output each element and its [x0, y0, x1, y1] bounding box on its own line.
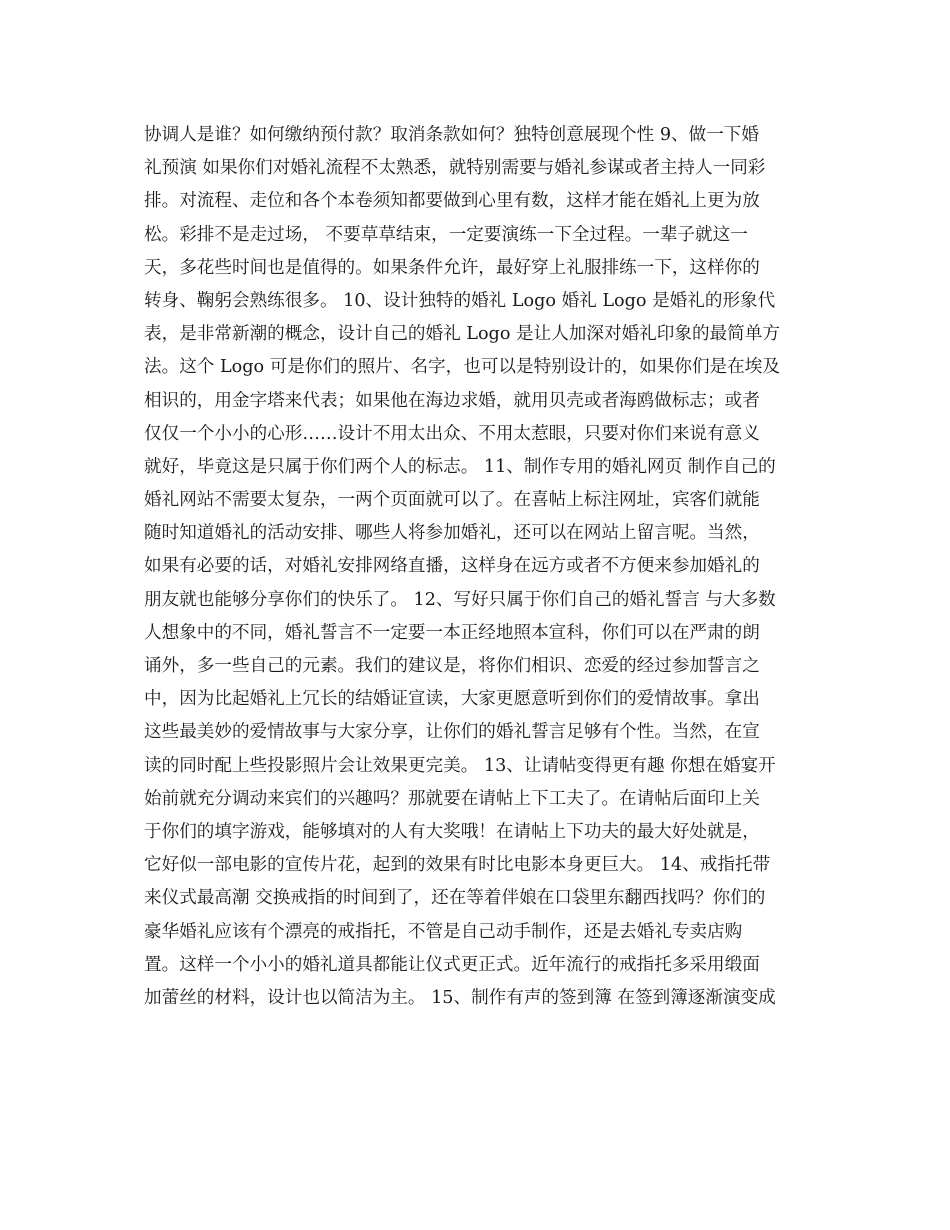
text-line: 中，因为比起婚礼上冗长的结婚证宣读，大家更愿意听到你们的爱情故事。拿出	[144, 689, 760, 710]
text-line: 随时知道婚礼的活动安排、哪些人将参加婚礼，还可以在网站上留言呢。当然，	[144, 523, 760, 544]
text-line: 表，是非常新潮的概念，设计自己的婚礼 Logo 是让人加深对婚礼印象的最简单方	[144, 324, 780, 345]
text-line: 人想象中的不同，婚礼誓言不一定要一本正经地照本宣科，你们可以在严肃的朗	[144, 622, 760, 643]
text-line: 协调人是谁？如何缴纳预付款？取消条款如何？独特创意展现个性 9、做一下婚	[144, 125, 759, 145]
text-line: 朋友就也能够分享你们的快乐了。 12、写好只属于你们自己的婚礼誓言 与大多数	[144, 589, 776, 610]
text-line: 于你们的填字游戏，能够填对的人有大奖哦！在请帖上下功夫的最大好处就是，	[144, 821, 760, 842]
text-line: 这些最美妙的爱情故事与大家分享，让你们的婚礼誓言足够有个性。当然，在宣	[144, 722, 760, 743]
text-line: 就好，毕竟这是只属于你们两个人的标志。 11、制作专用的婚礼网页 制作自己的	[144, 456, 776, 477]
text-line: 置。这样一个小小的婚礼道具都能让仪式更正式。近年流行的戒指托多采用缎面	[144, 954, 760, 975]
text-line: 排。对流程、走位和各个本卷须知都要做到心里有数，这样才能在婚礼上更为放	[144, 191, 760, 212]
text-line: 相识的，用金字塔来代表；如果他在海边求婚，就用贝壳或者海鸥做标志；或者	[144, 390, 760, 411]
text-line: 加蕾丝的材料，设计也以简洁为主。 15、制作有声的签到簿 在签到簿逐渐演变成	[144, 987, 776, 1008]
body-text	[144, 119, 814, 1015]
text-line: 天，多花些时间也是值得的。如果条件允许，最好穿上礼服排练一下，这样你的	[144, 257, 760, 278]
text-line: 松。彩排不是走过场， 不要草草结束，一定要演练一下全过程。一辈子就这一	[144, 224, 748, 245]
text-line: 读的同时配上些投影照片会让效果更完美。 13、让请帖变得更有趣 你想在婚宴开	[144, 755, 776, 776]
text-line: 它好似一部电影的宣传片花，起到的效果有时比电影本身更巨大。 14、戒指托带	[144, 855, 771, 876]
text-line: 来仪式最高潮 交换戒指的时间到了，还在等着伴娘在口袋里东翻西找吗？你们的	[144, 888, 766, 909]
text-line: 转身、鞠躬会熟练很多。 10、设计独特的婚礼 Logo 婚礼 Logo 是婚礼的形象代	[144, 290, 776, 311]
text-line: 诵外，多一些自己的元素。我们的建议是，将你们相识、恋爱的经过参加誓言之	[144, 656, 760, 676]
text-line: 始前就充分调动来宾们的兴趣吗？那就要在请帖上下工夫了。在请帖后面印上关	[144, 788, 760, 809]
text-line: 婚礼网站不需要太复杂，一两个页面就可以了。在喜帖上标注网址，宾客们就能	[144, 490, 760, 511]
text-line: 礼预演 如果你们对婚礼流程不太熟悉，就特别需要与婚礼参谋或者主持人一同彩	[144, 158, 766, 179]
text-line: 法。这个 Logo 可是你们的照片、名字，也可以是特别设计的，如果你们是在埃及	[144, 357, 780, 378]
text-line: 如果有必要的话，对婚礼安排网络直播，这样身在远方或者不方便来参加婚礼的	[144, 556, 760, 577]
text-line: 豪华婚礼应该有个漂亮的戒指托，不管是自己动手制作，还是去婚礼专卖店购	[144, 921, 743, 942]
text-line: 仅仅一个小小的心形……设计不用太出众、不用太惹眼，只要对你们来说有意义	[144, 423, 760, 444]
